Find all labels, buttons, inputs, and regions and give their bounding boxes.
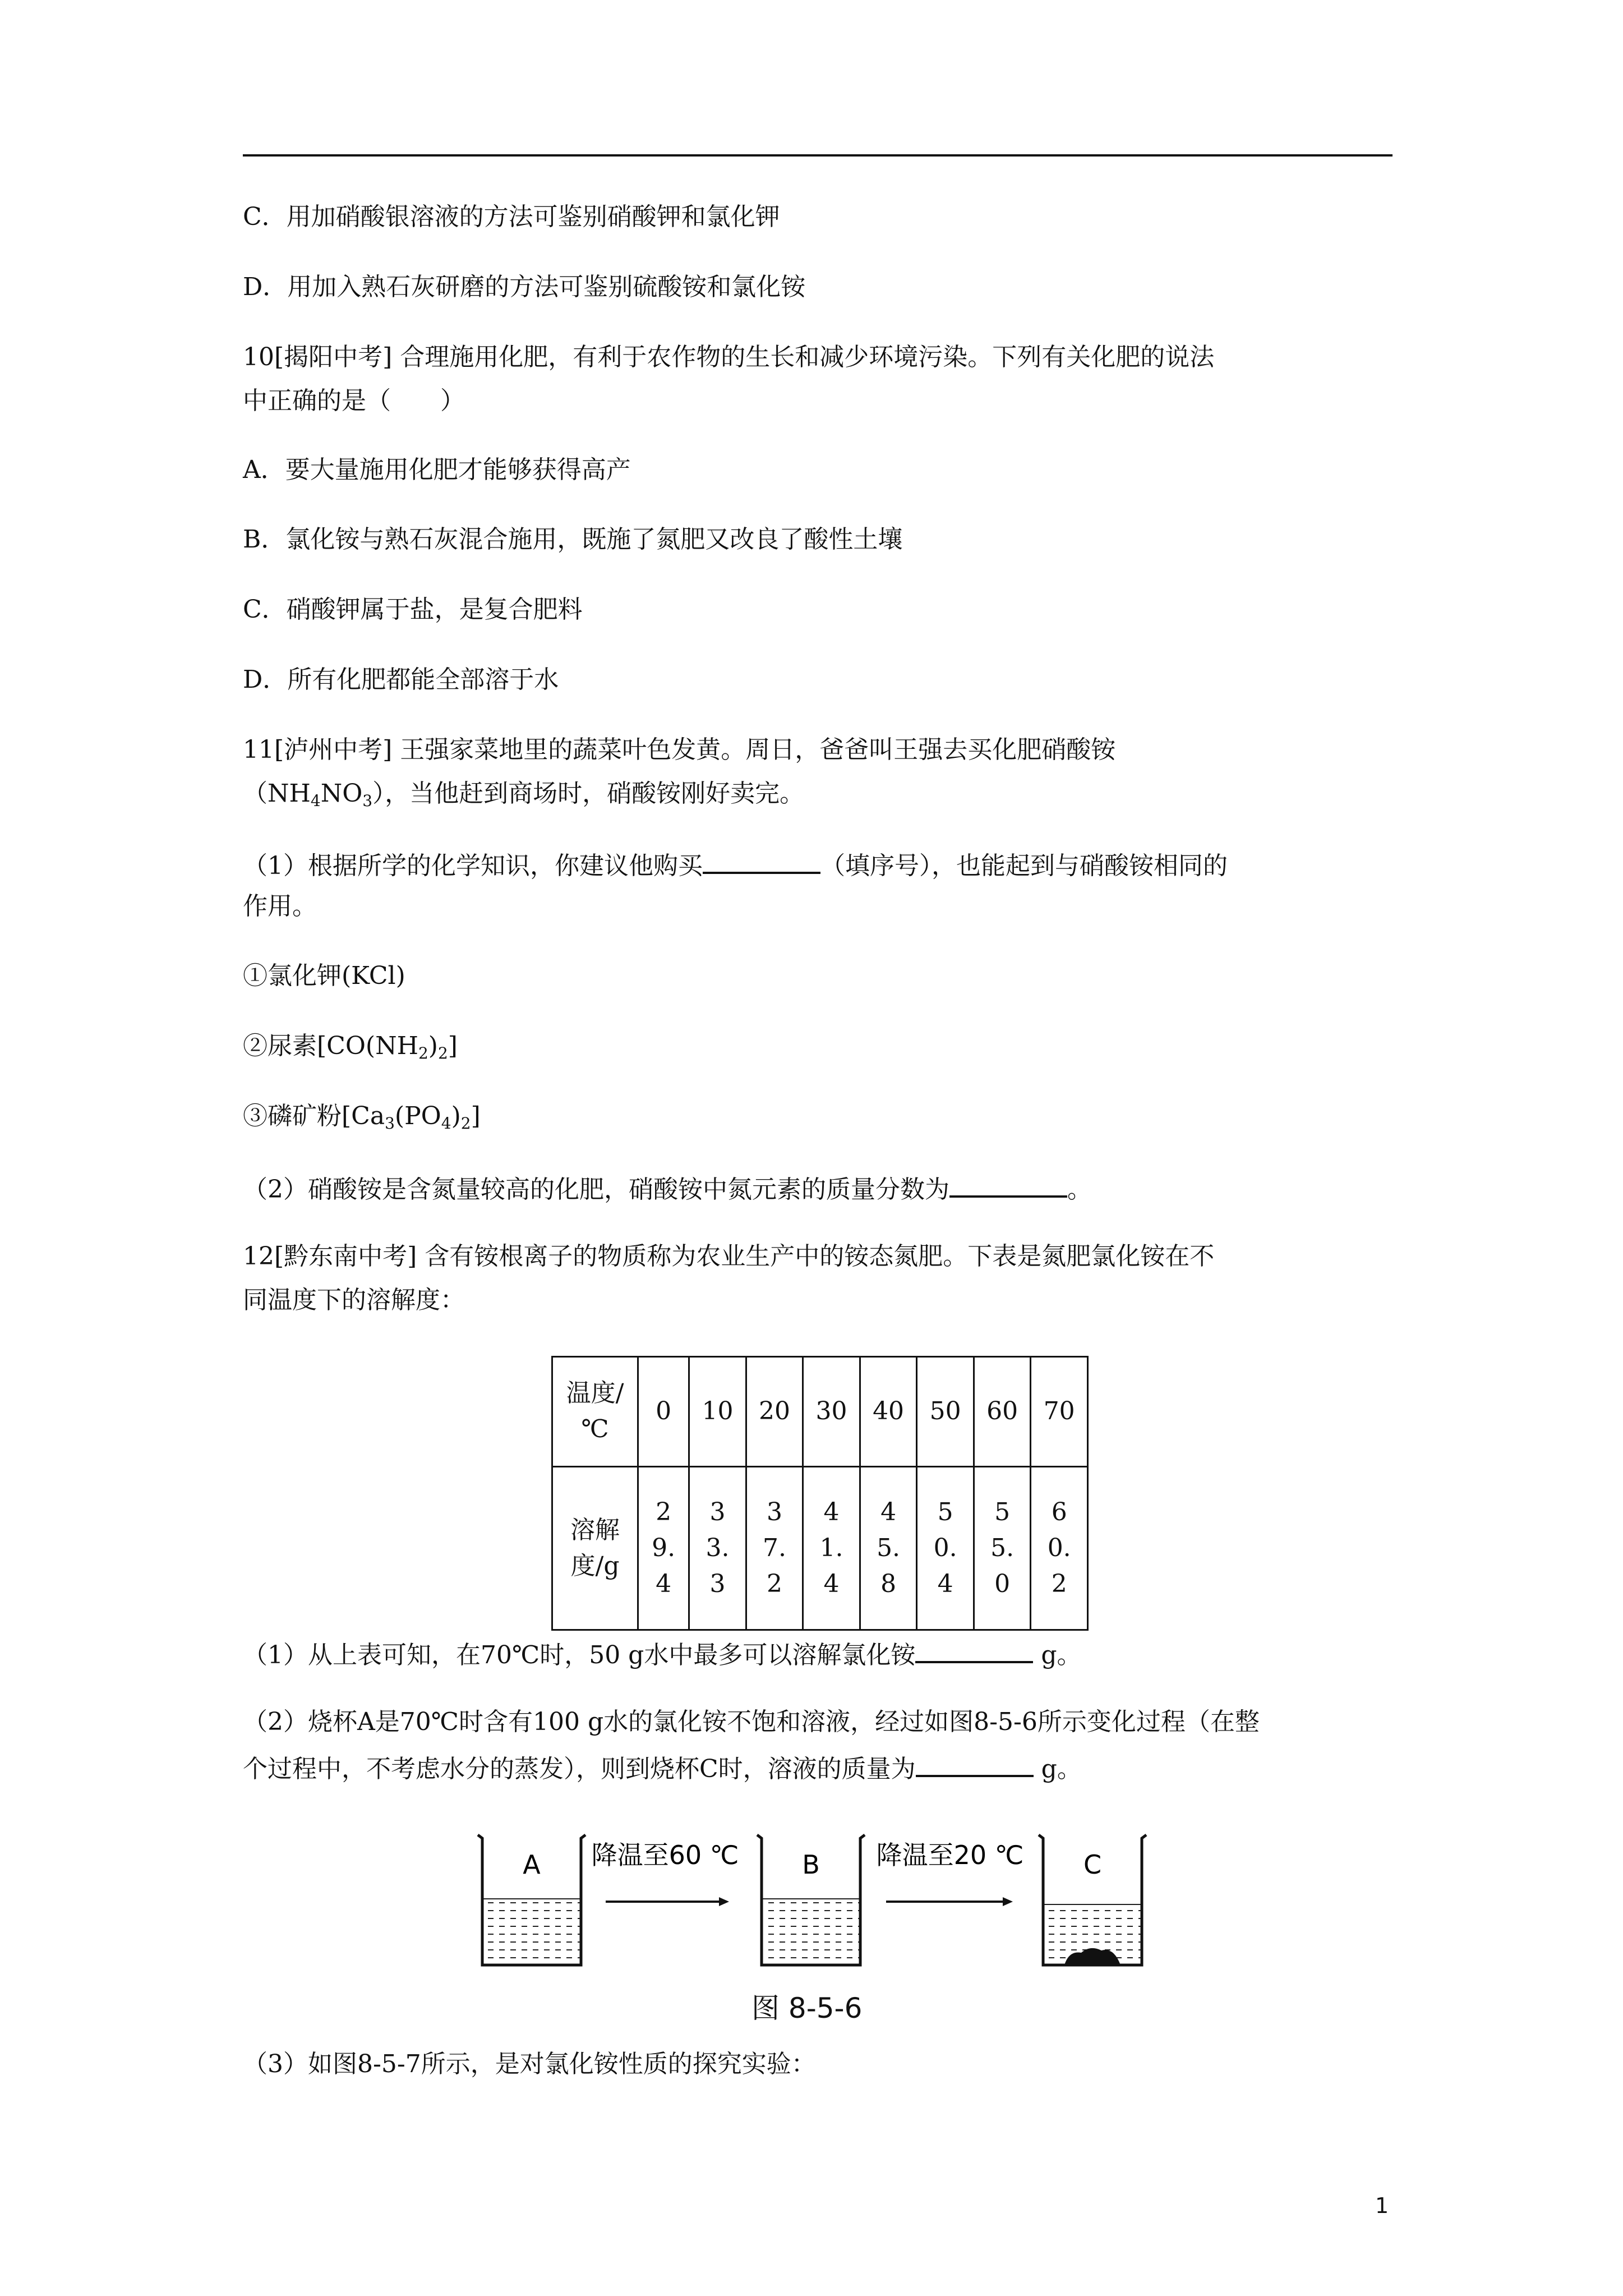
answer-blank[interactable]	[916, 1749, 1034, 1777]
table-cell: 50	[917, 1357, 974, 1467]
table-cell: 70	[1031, 1357, 1088, 1467]
beaker-b-label: B	[802, 1849, 820, 1880]
table-cell: 60	[974, 1357, 1031, 1467]
table-cell: 50.4	[917, 1466, 974, 1630]
page-number: 1	[1375, 2193, 1389, 2218]
q11-option-1: ①氯化钾(KCl)	[243, 961, 405, 990]
q12-stem-line-2: 同温度下的溶解度：	[243, 1286, 465, 1314]
q11-stem-line-2: $(NH_4NO_3)$，当他赶到商场时，硝酸铵刚好卖完。	[243, 779, 805, 810]
q11-part-1-line-2: 作用。	[243, 892, 317, 921]
table-cell: 29.4	[638, 1466, 689, 1630]
beaker-a-label: A	[523, 1849, 541, 1880]
table-cell: 30	[803, 1357, 860, 1467]
beaker-b	[757, 1835, 865, 1965]
table-cell: 33.3	[689, 1466, 746, 1630]
beaker-a	[478, 1835, 585, 1965]
q11-stem-line-1: 11[泸州中考] 王强家菜地里的蔬菜叶色发黄。周日，爸爸叫王强去买化肥硝酸铵	[243, 735, 1116, 764]
figure-caption: 图 8-5-6	[751, 1992, 863, 2024]
q10-option-c: C．硝酸钾属于盐，是复合肥料	[243, 595, 583, 624]
arrow-2	[886, 1897, 1013, 1906]
q10-option-b: B．氯化铵与熟石灰混合施用，既施了氮肥又改良了酸性土壤	[243, 525, 903, 554]
q12-part-3: （3）如图8-5-7所示，是对氯化铵性质的探究实验：	[243, 2050, 816, 2078]
q9-option-d: D．用加入熟石灰研磨的方法可鉴别硫酸铵和氯化铵	[243, 273, 806, 301]
beaker-cooling-figure	[476, 1820, 1171, 1977]
table-cell: 41.4	[803, 1466, 860, 1630]
table-row-temperature	[552, 1357, 1088, 1467]
q12-part-1: （1）从上表可知，在70℃时，50 g水中最多可以溶解氯化铵 g。	[243, 1635, 1082, 1672]
answer-blank[interactable]	[949, 1170, 1067, 1198]
answer-blank[interactable]	[703, 846, 820, 874]
q10-option-d: D．所有化肥都能全部溶于水	[243, 665, 559, 694]
table-cell: 37.2	[746, 1466, 803, 1630]
table-header-cell: 温度/℃	[552, 1357, 638, 1467]
q11-option-2: ②尿素$[CO(NH_2)_2]$	[243, 1032, 458, 1062]
q12-part-2-line-2: 个过程中，不考虑水分的蒸发），则到烧杯C时，溶液的质量为 g。	[243, 1749, 1082, 1786]
beaker-c-label: C	[1083, 1849, 1102, 1880]
answer-blank[interactable]	[915, 1635, 1033, 1663]
table-row-solubility	[552, 1466, 1088, 1630]
q10-option-a: A．要大量施用化肥才能够获得高产	[243, 455, 631, 484]
arrow-2-label: 降温至20 ℃	[876, 1840, 1024, 1870]
solubility-table	[551, 1356, 1089, 1631]
table-header-cell: 溶解度/g	[552, 1466, 638, 1630]
table-cell: 20	[746, 1357, 803, 1467]
table-cell: 0	[638, 1357, 689, 1467]
arrow-1	[606, 1897, 729, 1906]
table-cell: 60.2	[1031, 1466, 1088, 1630]
q11-part-2: （2）硝酸铵是含氮量较高的化肥，硝酸铵中氮元素的质量分数为 。	[243, 1170, 1092, 1207]
table-cell: 40	[860, 1357, 917, 1467]
table-cell: 55.0	[974, 1466, 1031, 1630]
arrow-1-label: 降温至60 ℃	[591, 1840, 739, 1870]
q10-stem-line-2: 中正确的是（ ）	[243, 386, 465, 415]
q12-part-2-line-1: （2）烧杯A是70℃时含有100 g水的氯化铵不饱和溶液，经过如图8-5-6所示变化过程（在整	[243, 1708, 1260, 1736]
q10-stem-line-1: 10[揭阳中考] 合理施用化肥，有利于农作物的生长和减少环境污染。下列有关化肥的说法	[243, 343, 1215, 371]
q11-part-1: （1）根据所学的化学知识，你建议他购买 （填序号），也能起到与硝酸铵相同的	[243, 846, 1228, 883]
q12-stem-line-1: 12[黔东南中考] 含有铵根离子的物质称为农业生产中的铵态氮肥。下表是氮肥氯化铵在不	[243, 1242, 1215, 1271]
q11-option-3: ③磷矿粉$[Ca_3(PO_4)_2]$	[243, 1102, 481, 1133]
table-cell: 10	[689, 1357, 746, 1467]
header-rule	[243, 154, 1393, 157]
table-cell: 45.8	[860, 1466, 917, 1630]
beaker-c	[1039, 1835, 1146, 1965]
q9-option-c: C．用加硝酸银溶液的方法可鉴别硝酸钾和氯化钾	[243, 203, 780, 231]
